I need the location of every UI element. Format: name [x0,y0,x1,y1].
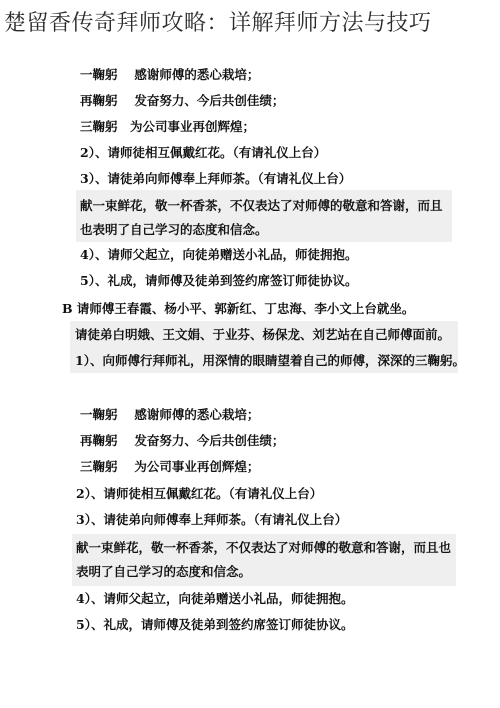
doc-line: 表明了自己学习的态度和信念。 [76,564,252,579]
doc-line: 4）、请师父起立，向徒弟赠送小礼品，师徒拥抱。 [76,591,354,606]
page-title: 楚留香传奇拜师攻略：详解拜师方法与技巧 [4,11,432,36]
doc-line: 1）、向师傅行拜师礼，用深情的眼睛望着自己的师傅，深深的三鞠躬。 [75,353,465,368]
doc-line: 请徒弟白明娥、王文娟、于业芬、杨保龙、刘艺站在自己师傅面前。 [75,327,451,342]
doc-line: 4）、请师父起立，向徒弟赠送小礼品，师徒拥抱。 [80,247,358,262]
doc-line: 再鞠躬 发奋努力、今后共创佳绩； [80,93,285,108]
doc-line: 献一束鲜花，敬一杯香茶，不仅表达了对师傅的敬意和答谢，而且 [80,198,443,213]
doc-line: 再鞠躬 发奋努力、今后共创佳绩； [80,433,285,448]
doc-line: 2）、请师徒相互佩戴红花。（有请礼仪上台） [80,145,327,160]
doc-line: 一鞠躬 感谢师傅的悉心栽培； [80,407,260,422]
doc-line: 一鞠躬 感谢师傅的悉心栽培； [80,67,260,82]
doc-line: 3）、请徒弟向师傅奉上拜师茶。（有请礼仪上台） [80,171,352,186]
doc-line: B 请师傅王春霞、杨小平、郭新红、丁忠海、李小文上台就坐。 [62,301,415,316]
doc-line: 5）、礼成，请师傅及徒弟到签约席签订师徒协议。 [76,617,354,632]
doc-line: 2）、请师徒相互佩戴红花。（有请礼仪上台） [76,486,323,501]
doc-line: 也表明了自己学习的态度和信念。 [80,222,268,237]
doc-line: 5）、礼成，请师傅及徒弟到签约席签订师徒协议。 [80,273,358,288]
doc-line: 三鞠躬 为公司事业再创辉煌； [80,119,256,134]
doc-line: 三鞠躬 为公司事业再创辉煌； [80,459,260,474]
doc-line: 3）、请徒弟向师傅奉上拜师茶。（有请礼仪上台） [76,512,348,527]
doc-line: 献一束鲜花，敬一杯香茶，不仅表达了对师傅的敬意和答谢，而且也 [76,540,452,555]
